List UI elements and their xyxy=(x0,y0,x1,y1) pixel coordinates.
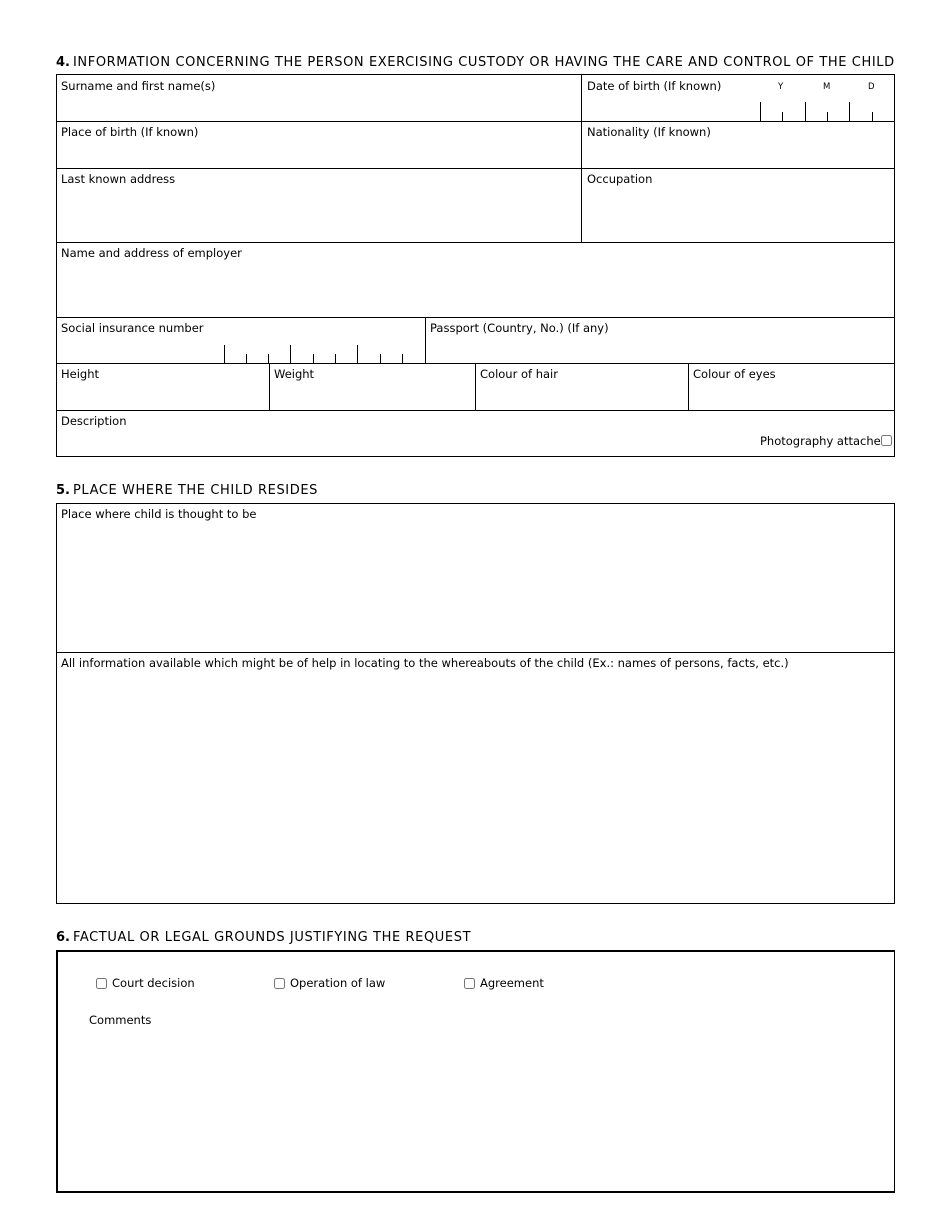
passport-input[interactable] xyxy=(430,340,887,360)
section-5-title xyxy=(56,483,318,498)
weight-label: Weight xyxy=(274,367,315,381)
court-decision-checkbox[interactable] xyxy=(96,978,107,989)
dob-month-label: M xyxy=(823,82,831,92)
hair-input[interactable] xyxy=(480,386,680,406)
eyes-input[interactable] xyxy=(693,386,887,406)
sin-label: Social insurance number xyxy=(61,321,204,335)
operation-of-law-label: Operation of law xyxy=(290,976,386,990)
row-divider xyxy=(56,121,895,122)
description-label: Description xyxy=(61,414,127,428)
section-6-title xyxy=(56,930,471,945)
comments-input[interactable] xyxy=(89,1034,884,1184)
nationality-label: Nationality (If known) xyxy=(587,125,711,139)
height-input[interactable] xyxy=(61,386,261,406)
child-info-input[interactable] xyxy=(61,676,887,898)
birthplace-label: Place of birth (If known) xyxy=(61,125,199,139)
row-divider xyxy=(56,242,895,243)
weight-input[interactable] xyxy=(274,386,469,406)
dob-year-label: Y xyxy=(778,82,784,92)
occupation-label: Occupation xyxy=(587,172,653,186)
section-6-number: 6. xyxy=(56,930,70,945)
photo-label: Photography attached xyxy=(760,434,889,448)
dob-label: Date of birth (If known) xyxy=(587,79,722,93)
section-5-number: 5. xyxy=(56,483,70,498)
section-4-title xyxy=(56,55,895,70)
address-label: Last known address xyxy=(61,172,176,186)
eyes-label: Colour of eyes xyxy=(693,367,776,381)
child-place-input[interactable] xyxy=(61,526,887,646)
birthplace-input[interactable] xyxy=(61,144,571,164)
sin-input[interactable] xyxy=(228,344,422,360)
occupation-input[interactable] xyxy=(587,190,887,238)
section-6-heading: FACTUAL OR LEGAL GROUNDS JUSTIFYING THE REQUEST xyxy=(72,930,472,945)
section-5-heading: PLACE WHERE THE CHILD RESIDES xyxy=(72,483,319,498)
hair-label: Colour of hair xyxy=(480,367,558,381)
section-4-number: 4. xyxy=(56,55,70,70)
column-divider xyxy=(425,317,426,363)
address-input[interactable] xyxy=(61,190,573,238)
child-place-label: Place where child is thought to be xyxy=(61,507,257,521)
employer-input[interactable] xyxy=(61,264,887,313)
nationality-input[interactable] xyxy=(587,144,887,164)
dob-day-label: D xyxy=(868,82,875,92)
row-divider xyxy=(56,168,895,169)
child-info-label: All information available which might be of help in locating to the whereabouts of the child (Ex.: names of persons, facts, etc.) xyxy=(61,656,789,670)
dob-input[interactable] xyxy=(762,103,892,119)
column-divider xyxy=(688,363,689,410)
dob-tick xyxy=(760,102,761,121)
photo-checkbox[interactable] xyxy=(881,435,892,446)
employer-label: Name and address of employer xyxy=(61,246,242,260)
description-input[interactable] xyxy=(61,433,741,453)
agreement-checkbox[interactable] xyxy=(464,978,475,989)
column-divider xyxy=(475,363,476,410)
agreement-label: Agreement xyxy=(480,976,544,990)
row-divider xyxy=(56,652,895,653)
comments-label: Comments xyxy=(89,1013,152,1027)
court-decision-label: Court decision xyxy=(112,976,195,990)
operation-of-law-checkbox[interactable] xyxy=(274,978,285,989)
height-label: Height xyxy=(61,367,100,381)
row-divider xyxy=(56,410,895,411)
column-divider xyxy=(581,74,582,242)
section-4-heading: INFORMATION CONCERNING THE PERSON EXERCISING CUSTODY OR HAVING THE CARE AND CONTROL OF THE CHILD xyxy=(72,55,895,70)
column-divider xyxy=(269,363,270,410)
sin-tick xyxy=(224,345,225,363)
surname-input[interactable] xyxy=(61,97,571,117)
passport-label: Passport (Country, No.) (If any) xyxy=(430,321,609,335)
row-divider xyxy=(56,317,895,318)
surname-label: Surname and first name(s) xyxy=(61,79,216,93)
